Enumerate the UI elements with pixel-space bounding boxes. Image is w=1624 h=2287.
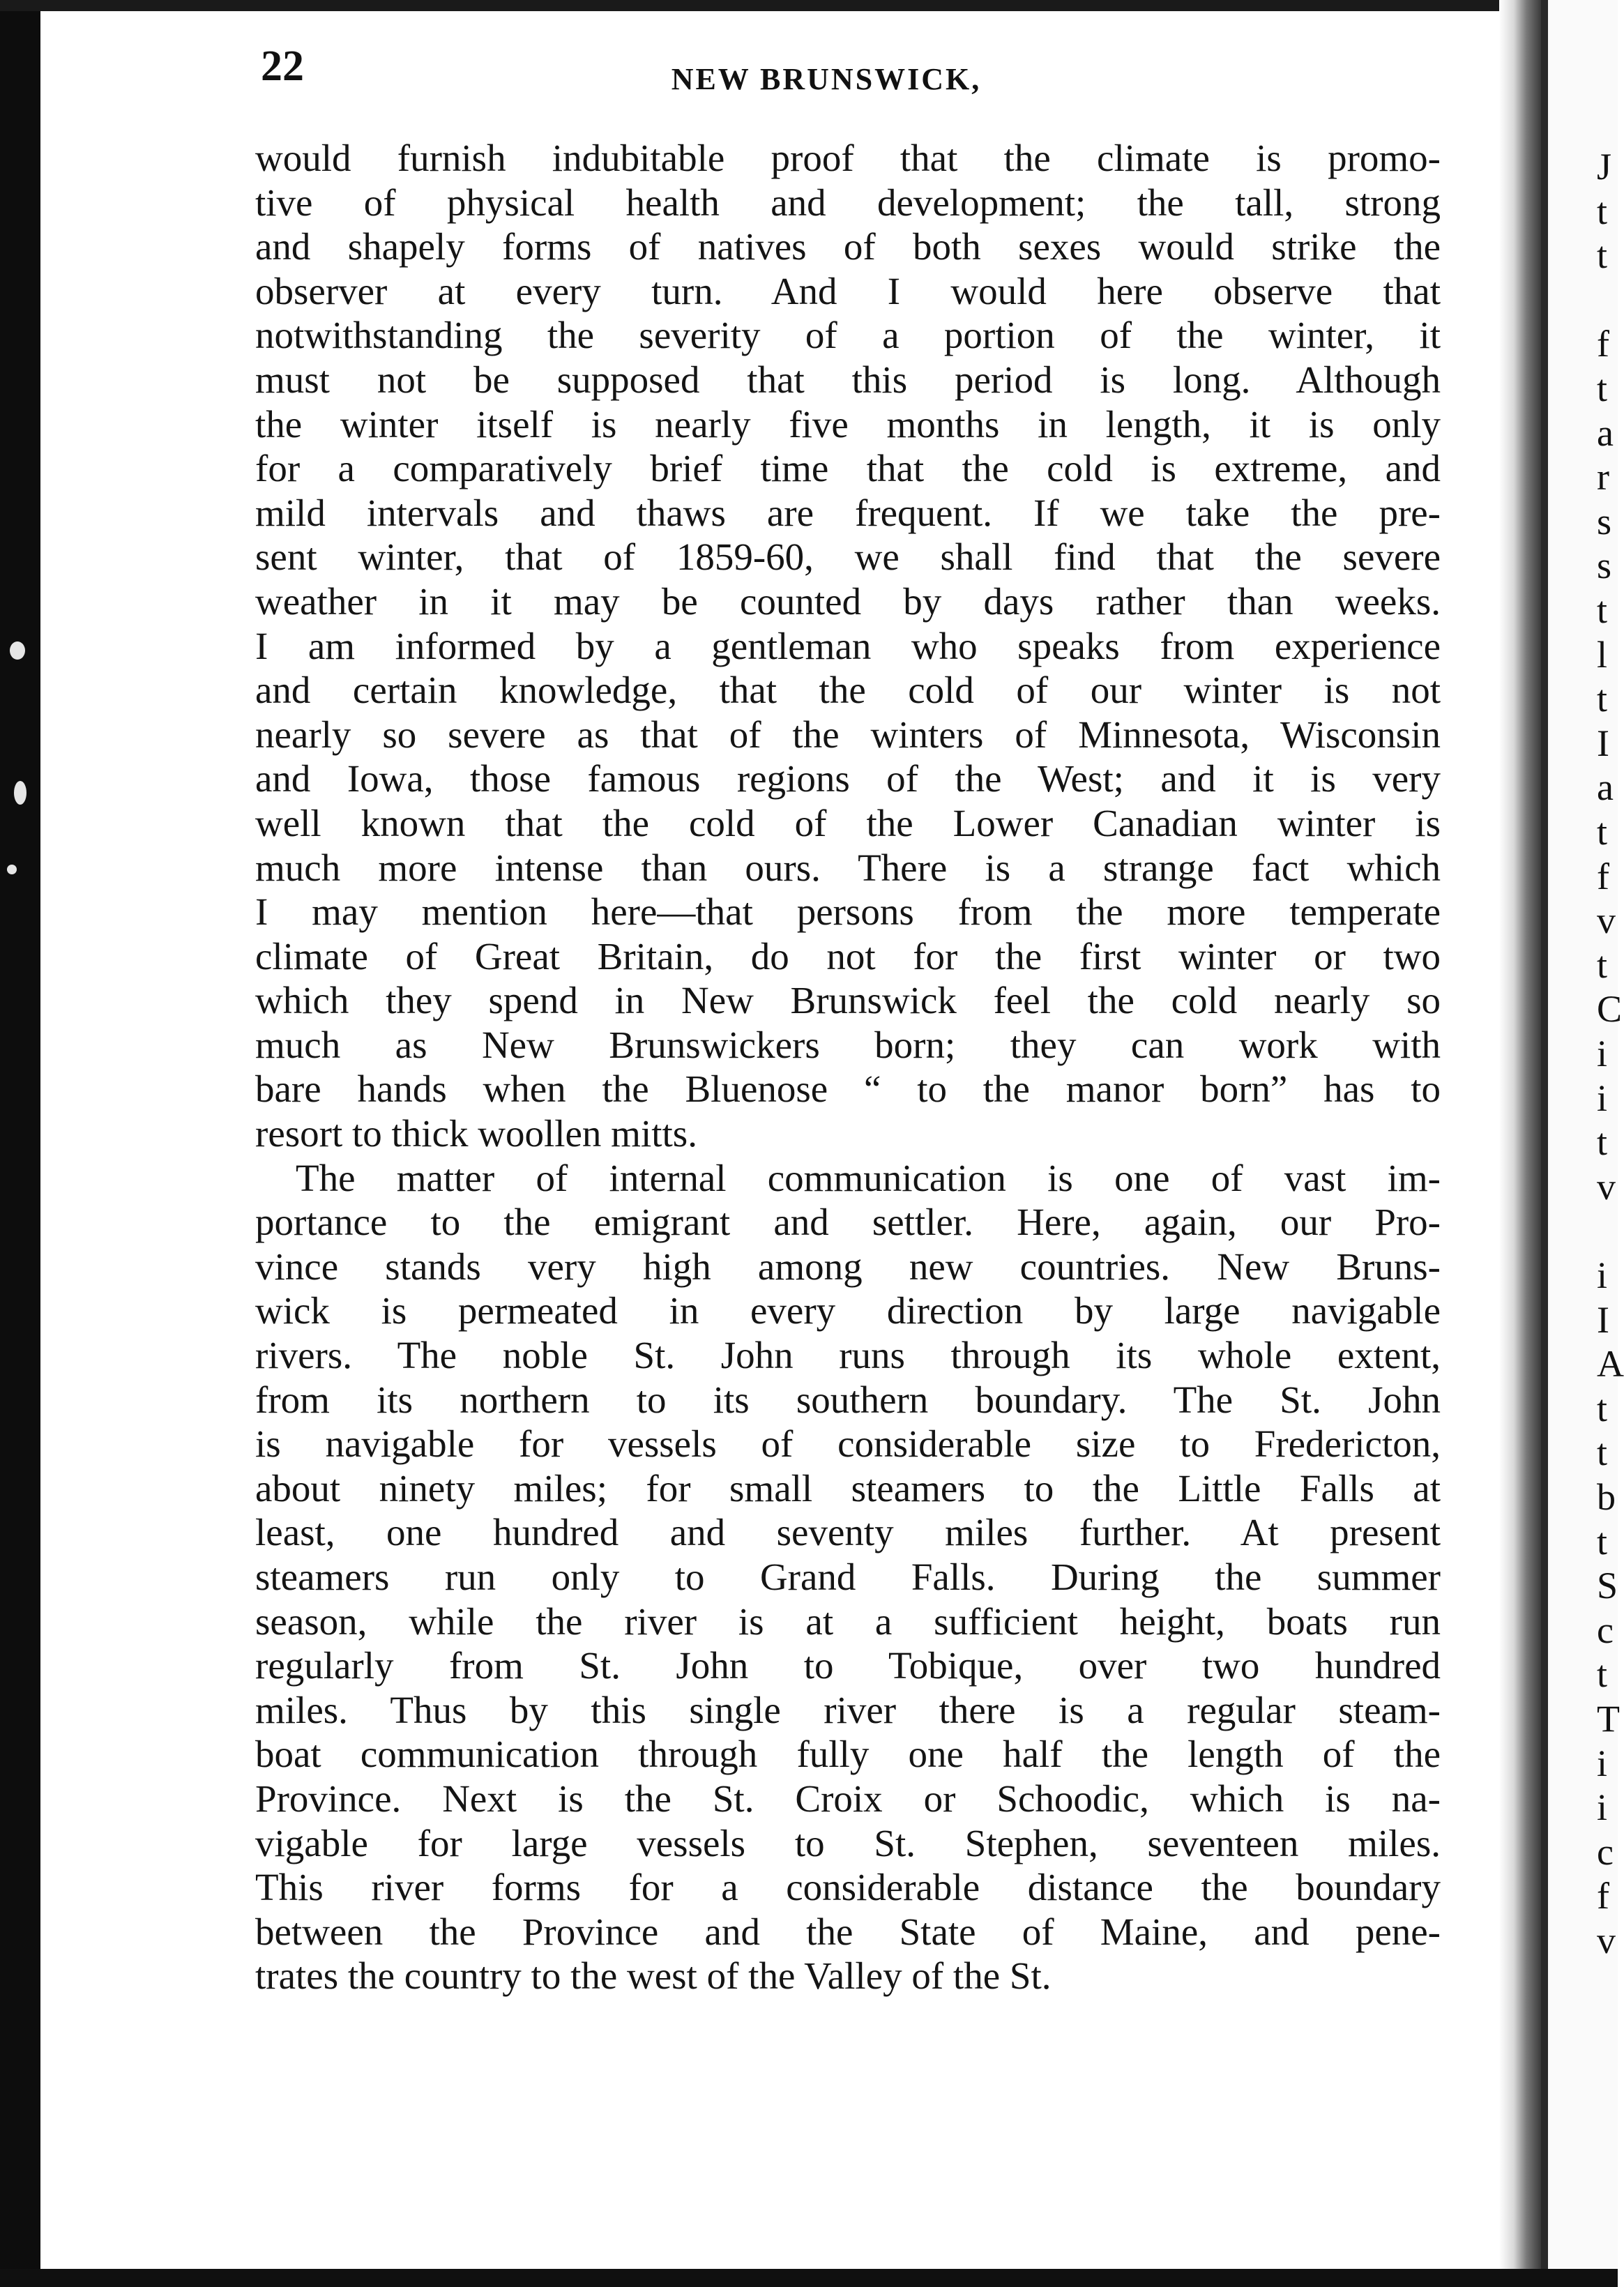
next-page-letter: t (1597, 811, 1608, 853)
text-line: is navigable for vessels of considerable size to Fredericton, (255, 1422, 1441, 1466)
next-page-letter: v (1597, 899, 1616, 942)
next-page-letter: a (1597, 766, 1614, 809)
next-page-letter: t (1597, 1431, 1608, 1474)
text-line: bare hands when the Bluenose “ to the manor born” has to (255, 1067, 1441, 1111)
book-gutter (1499, 0, 1541, 2287)
text-line: vince stands very high among new countries. New Bruns- (255, 1245, 1441, 1288)
text-line: season, while the river is at a sufficient height, boats run (255, 1600, 1441, 1643)
next-page-letter: A (1597, 1343, 1624, 1385)
next-page-letter: S (1597, 1565, 1618, 1607)
next-page-letter: I (1597, 722, 1609, 764)
next-page-letter: i (1597, 1033, 1608, 1074)
next-page-letter: t (1597, 234, 1608, 277)
next-page-letter: s (1597, 500, 1612, 542)
text-line: must not be supposed that this period is long. Although (255, 358, 1441, 401)
text-line: well known that the cold of the Lower Canadian winter is (255, 801, 1441, 844)
text-line: boat communication through fully one half the length of the (255, 1733, 1441, 1776)
text-line: between the Province and the State of Maine, and pene- (255, 1910, 1441, 1953)
next-page-letter: l (1597, 633, 1608, 676)
text-line: much as New Brunswickers born; they can work with (255, 1023, 1441, 1066)
text-line: and shapely forms of natives of both sexes would strike the (255, 225, 1441, 268)
text-line: least, one hundred and seventy miles further. At present (255, 1511, 1441, 1554)
next-page-shadow (1541, 0, 1548, 2287)
page-number: 22 (261, 43, 304, 90)
text-line: and certain knowledge, that the cold of our winter is not (255, 669, 1441, 712)
next-page-letter: t (1597, 943, 1608, 986)
text-line: notwithstanding the severity of a portion of the winter, it (255, 314, 1441, 357)
text-line: resort to thick woollen mitts. (255, 1112, 697, 1155)
next-page-letter: i (1597, 1077, 1608, 1119)
text-line: wick is permeated in every direction by large navigable (255, 1289, 1441, 1332)
running-title: NEW BRUNSWICK, (671, 62, 982, 96)
text-line: mild intervals and thaws are frequent. If we take the pre- (255, 491, 1441, 534)
next-page-letter: f (1597, 855, 1609, 897)
next-page-letter: f (1597, 1875, 1609, 1917)
next-page-letter: t (1597, 1520, 1608, 1563)
text-line: trates the country to the west of the Valley of the St. (255, 1954, 1052, 1998)
text-line: which they spend in New Brunswick feel the cold nearly so (255, 979, 1441, 1022)
next-page-letter: c (1597, 1830, 1614, 1873)
next-page-letter: C (1597, 988, 1623, 1031)
text-line: much more intense than ours. There is a strange fact which (255, 846, 1441, 889)
next-page-letter: t (1597, 1653, 1608, 1696)
text-line: weather in it may be counted by days rather than weeks. (255, 579, 1441, 623)
body-text (255, 136, 1441, 1998)
text-line: and Iowa, those famous regions of the West; and it is very (255, 757, 1441, 800)
next-page-letter: I (1597, 1298, 1609, 1341)
next-page-letter: i (1597, 1742, 1608, 1784)
next-page-letter: i (1597, 1786, 1608, 1829)
next-page-letter: b (1597, 1476, 1616, 1518)
next-page-letter: t (1597, 678, 1608, 720)
next-page-letter: f (1597, 323, 1609, 365)
text-line: the winter itself is nearly five months in length, it is only (255, 402, 1441, 446)
text-line: rivers. The noble St. John runs through its whole extent, (255, 1334, 1441, 1377)
text-line: I may mention here—that persons from the more temperate (255, 890, 1441, 934)
next-page-letter: t (1597, 589, 1608, 631)
scan-bottom-edge (0, 2269, 1618, 2287)
next-page-letter: t (1597, 1387, 1608, 1429)
text-line: from its northern to its southern boundary. The St. John (255, 1378, 1441, 1421)
next-page-letter: T (1597, 1698, 1620, 1740)
text-line: for a comparatively brief time that the cold is extreme, and (255, 447, 1441, 490)
text-line: tive of physical health and development; the tall, strong (255, 181, 1441, 224)
next-page-letter: t (1597, 1121, 1608, 1164)
next-page-letter: v (1597, 1165, 1616, 1208)
next-page-letter: t (1597, 367, 1608, 409)
next-page-letter: v (1597, 1920, 1616, 1961)
scan-left-edge (0, 0, 40, 2287)
text-line: sent winter, that of 1859-60, we shall find that the severe (255, 535, 1441, 579)
text-line: The matter of internal communication is one of vast im- (296, 1156, 1441, 1199)
scan-top-edge (0, 0, 1618, 11)
text-line: I am informed by a gentleman who speaks from experience (255, 624, 1441, 667)
text-line: observer at every turn. And I would here observe that (255, 269, 1441, 312)
text-line: would furnish indubitable proof that the climate is promo- (255, 137, 1441, 179)
text-line: miles. Thus by this single river there is a regular steam- (255, 1688, 1441, 1731)
next-page-letter: a (1597, 411, 1614, 454)
next-page-letter: i (1597, 1254, 1608, 1296)
text-line: regularly from St. John to Tobique, over two hundred (255, 1644, 1441, 1687)
next-page-letter: t (1597, 190, 1608, 232)
next-page-letter: s (1597, 545, 1612, 587)
next-page-letter: J (1597, 146, 1612, 188)
text-line: vigable for large vessels to St. Stephen, seventeen miles. (255, 1821, 1441, 1864)
text-line: about ninety miles; for small steamers to the Little Falls at (255, 1466, 1441, 1510)
text-line: nearly so severe as that of the winters of Minnesota, Wisconsin (255, 713, 1441, 756)
text-line: steamers run only to Grand Falls. During the summer (255, 1556, 1441, 1598)
next-page-letter: c (1597, 1609, 1614, 1651)
text-line: Province. Next is the St. Croix or Schoodic, which is na- (255, 1777, 1441, 1820)
text-line: This river forms for a considerable distance the boundary (255, 1866, 1441, 1909)
text-line: portance to the emigrant and settler. Here, again, our Pro- (255, 1201, 1441, 1244)
text-line: climate of Great Britain, do not for the first winter or two (255, 934, 1441, 978)
next-page-letter: r (1597, 456, 1609, 499)
next-page-edge (1541, 0, 1624, 2287)
